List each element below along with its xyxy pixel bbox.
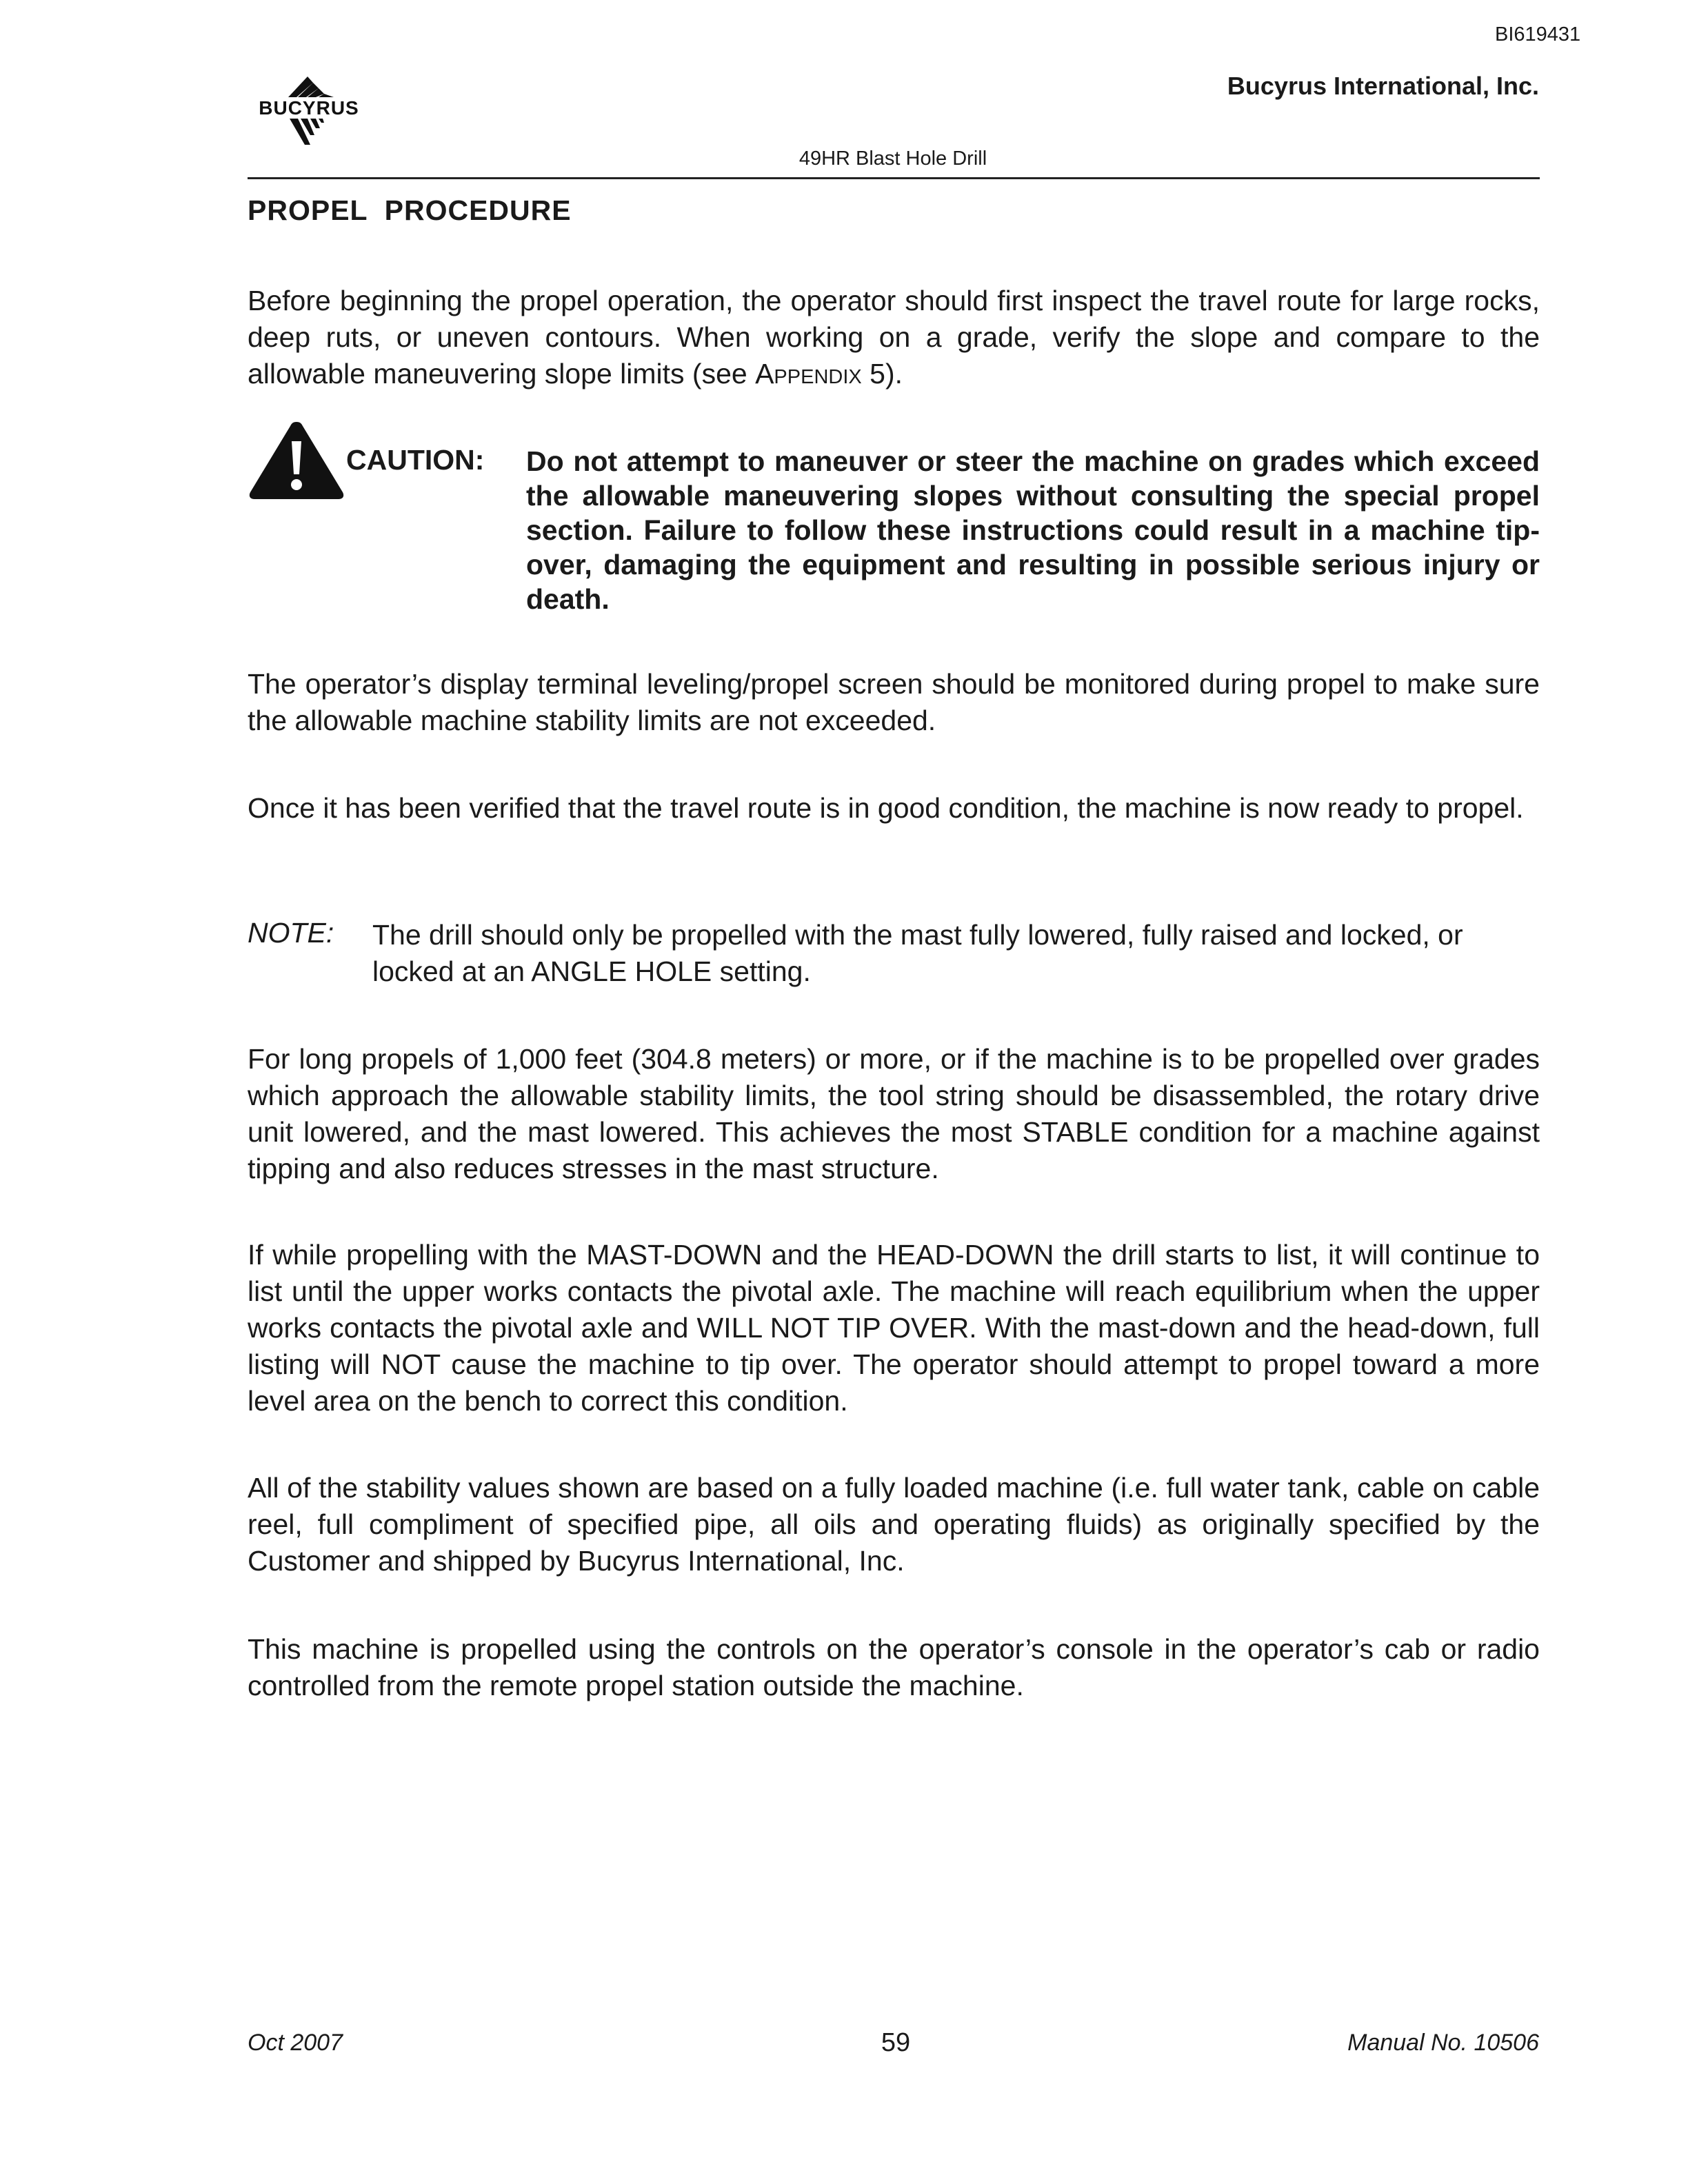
appendix-reference: Appendix [755, 358, 862, 390]
caution-label: CAUTION: [346, 444, 485, 476]
footer-date: Oct 2007 [248, 2030, 343, 2056]
paragraph-route-verified: Once it has been verified that the travel route is in good condition, the machine is now ready to propel. [248, 792, 1524, 824]
manual-number: Manual No. 10506 [1347, 2030, 1539, 2056]
paragraph-text-end: 5). [861, 358, 903, 390]
note-text: The drill should only be propelled with the mast fully lowered, fully raised and locked, or locked at an ANGLE HOLE setting. [372, 919, 1463, 987]
company-name: Bucyrus International, Inc. [1227, 72, 1539, 100]
page-number: 59 [881, 2028, 911, 2057]
paragraph-display-terminal: The operator’s display terminal leveling/propel screen should be monitored during propel to make sure the allowable machine stability limits are not exceeded. [248, 668, 1540, 736]
bucyrus-logo [247, 73, 371, 149]
caution-text: Do not attempt to maneuver or steer the machine on grades which exceed the allowable maneuvering slopes without consulting the special propel section. Failure to follow these instructions could result in a machine tip-over, damaging the equipment and resulting in possible serious injury or death. [526, 445, 1540, 615]
paragraph-listing: If while propelling with the MAST-DOWN and the HEAD-DOWN the drill starts to list, it will continue to list until the upper works contacts the pivotal axle. The machine will reach equilibrium when the upper works contacts the pivotal axle and WILL NOT TIP OVER. With the mast-down and the head-down, full listing will NOT cause the machine to tip over. The operator should attempt to propel toward a more level area on the bench to correct this condition. [248, 1239, 1540, 1417]
paragraph-route-inspection [248, 283, 1540, 392]
paragraph-stability-values: All of the stability values shown are based on a fully loaded machine (i.e. full water tank, cable on cable reel, full compliment of specified pipe, all oils and operating fluids) as originally specified by the Customer and shipped by Bucyrus International, Inc. [248, 1472, 1540, 1577]
paragraph-text: Before beginning the propel operation, the operator should first inspect the travel route for large rocks, deep ruts, or uneven contours. When working on a grade, verify the slope and compare to the allowable maneuvering slope limits (see [248, 285, 1540, 390]
paragraph-long-propels: For long propels of 1,000 feet (304.8 meters) or more, or if the machine is to be propelled over grades which approach the allowable stability limits, the tool string should be disassembled, the rotary drive unit lowered, and the mast lowered. This achieves the most STABLE condition for a machine against tipping and also reduces stresses in the mast structure. [248, 1043, 1540, 1184]
note-label: NOTE: [248, 917, 334, 949]
document-title: 49HR Blast Hole Drill [798, 148, 987, 170]
paragraph-propel-controls: This machine is propelled using the controls on the operator’s console in the operator’s cab or radio controlled from the remote propel station outside the machine. [248, 1633, 1540, 1701]
warning-triangle-icon [248, 418, 345, 501]
header-divider [248, 177, 1540, 179]
logo-wordmark: BUCYRUS [259, 97, 359, 119]
section-title: PROPEL PROCEDURE [248, 194, 572, 226]
document-id: BI619431 [1495, 23, 1581, 46]
